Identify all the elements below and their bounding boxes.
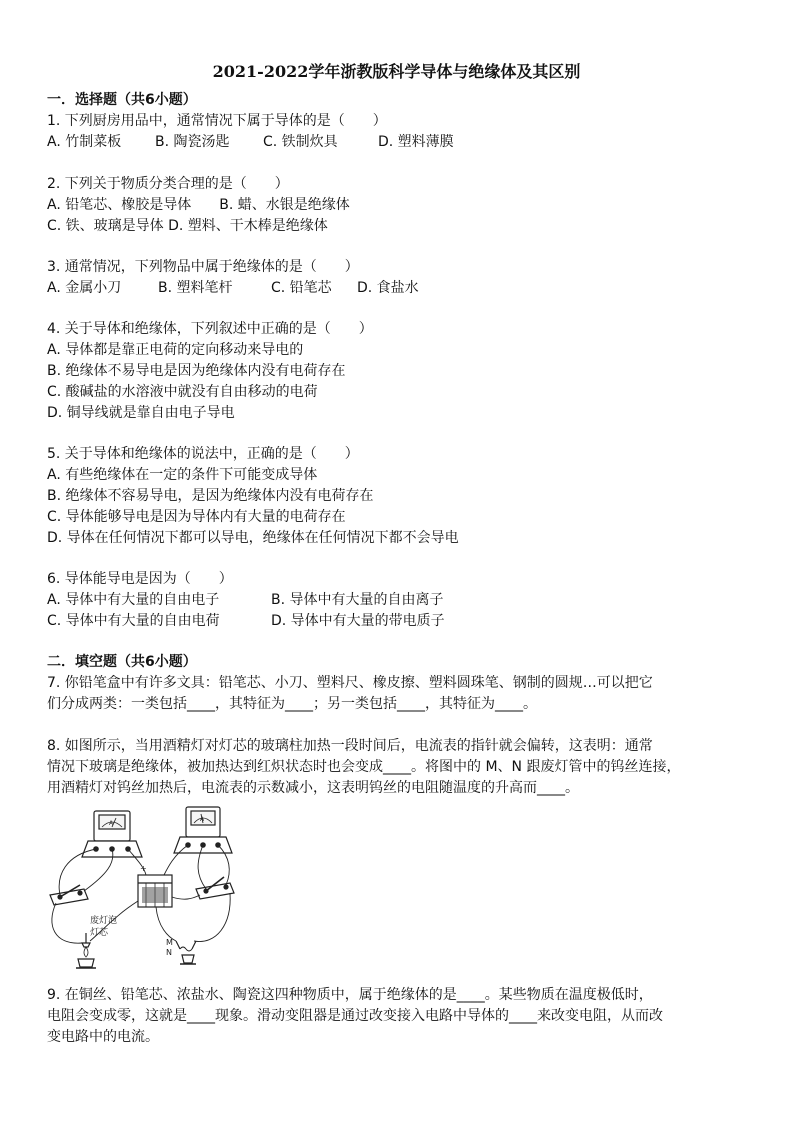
page-title: 2021-2022学年浙教版科学导体与绝缘体及其区别 bbox=[212, 62, 581, 81]
label-waste-bulb: 废灯泡 bbox=[90, 916, 118, 926]
question-4-option-a: A. 导体都是靠正电荷的定向移动来导电的 bbox=[47, 342, 304, 358]
question-6-options-ab bbox=[47, 591, 444, 609]
ammeter-right-symbol: A bbox=[200, 816, 205, 823]
battery bbox=[138, 864, 172, 907]
question-9-line-2: 电阻会变成零，这就是____现象。滑动变阻器是通过改变接入电路中导体的____来改变电阻，从而改 bbox=[47, 1008, 663, 1024]
question-7-line-1: 7. 你铅笔盒中有许多文具：铅笔芯、小刀、塑料尺、橡皮擦、塑料圆珠笔、钢制的圆规…可以把它 bbox=[47, 675, 653, 691]
question-5-stem: 5. 关于导体和绝缘体的说法中，正确的是（ ） bbox=[47, 446, 359, 462]
question-3-option-b: B. 塑料笔杆 bbox=[158, 280, 233, 296]
switch-right bbox=[196, 877, 234, 899]
question-8-line-2: 情况下玻璃是绝缘体，被加热达到红炽状态时也会变成____。将图中的 M、N 跟废灯管中的钨丝连接， bbox=[47, 759, 681, 775]
question-9-line-1: 9. 在铜丝、铅笔芯、浓盐水、陶瓷这四种物质中，属于绝缘体的是____。某些物质在温度极低时， bbox=[47, 987, 653, 1003]
question-1-option-d: D. 塑料薄膜 bbox=[378, 134, 454, 150]
question-9-line-3: 变电路中的电流。 bbox=[47, 1029, 159, 1045]
question-1-stem: 1. 下列厨房用品中，通常情况下属于导体的是（ ） bbox=[47, 113, 387, 129]
label-lamp-core: 灯芯 bbox=[90, 928, 109, 938]
question-2-options-ab: A. 铅笔芯、橡胶是导体 B. 蜡、水银是绝缘体 bbox=[47, 197, 350, 213]
switch-left bbox=[50, 885, 88, 905]
question-6-stem: 6. 导体能导电是因为（ ） bbox=[47, 571, 233, 587]
tungsten-filament-burner bbox=[166, 938, 196, 964]
question-3-option-c: C. 铅笔芯 bbox=[271, 280, 332, 296]
question-2-options-cd: C. 铁、玻璃是导体 D. 塑料、干木棒是绝缘体 bbox=[47, 218, 328, 234]
question-6-option-c: C. 导体中有大量的自由电荷 bbox=[47, 613, 220, 629]
question-8-line-3: 用酒精灯对钨丝加热后，电流表的示数减小，这表明钨丝的电阻随温度的升高而____。 bbox=[47, 780, 579, 796]
section-heading-choice: 一．选择题（共6小题） bbox=[47, 92, 197, 108]
battery-plus-label: + bbox=[140, 864, 147, 873]
question-3-stem: 3. 通常情况，下列物品中属于绝缘体的是（ ） bbox=[47, 259, 359, 275]
question-1-option-c: C. 铁制炊具 bbox=[263, 134, 338, 150]
section-heading-fill: 二．填空题（共6小题） bbox=[47, 654, 197, 670]
question-5-option-c: C. 导体能够导电是因为导体内有大量的电荷存在 bbox=[47, 509, 346, 525]
question-4-option-c: C. 酸碱盐的水溶液中就没有自由移动的电荷 bbox=[47, 384, 318, 400]
question-3-options bbox=[47, 279, 419, 297]
question-4-option-d: D. 铜导线就是靠自由电子导电 bbox=[47, 405, 235, 421]
question-1-option-b: B. 陶瓷汤匙 bbox=[155, 134, 230, 150]
question-6-options-cd bbox=[47, 612, 445, 630]
question-3-option-a: A. 金属小刀 bbox=[47, 280, 122, 296]
question-3-option-d: D. 食盐水 bbox=[357, 280, 419, 296]
question-5-option-b: B. 绝缘体不容易导电，是因为绝缘体内没有电荷存在 bbox=[47, 488, 374, 504]
label-n: N bbox=[166, 948, 172, 957]
question-6-option-a: A. 导体中有大量的自由电子 bbox=[47, 592, 220, 608]
circuit-diagram bbox=[46, 805, 236, 973]
question-2-stem: 2. 下列关于物质分类合理的是（ ） bbox=[47, 176, 289, 192]
question-6-option-b: B. 导体中有大量的自由离子 bbox=[271, 592, 444, 608]
ammeter-left-symbol: A bbox=[109, 820, 114, 827]
label-m: M bbox=[166, 938, 173, 947]
question-4-stem: 4. 关于导体和绝缘体，下列叙述中正确的是（ ） bbox=[47, 321, 373, 337]
question-5-option-a: A. 有些绝缘体在一定的条件下可能变成导体 bbox=[47, 467, 318, 483]
question-7-line-2: 们分成两类：一类包括____，其特征为____；另一类包括____，其特征为____。 bbox=[47, 696, 537, 712]
question-1-option-a: A. 竹制菜板 bbox=[47, 134, 122, 150]
question-8-line-1: 8. 如图所示，当用酒精灯对灯芯的玻璃柱加热一段时间后，电流表的指针就会偏转，这表明：通常 bbox=[47, 738, 653, 754]
question-1-options bbox=[47, 133, 454, 151]
question-6-option-d: D. 导体中有大量的带电质子 bbox=[271, 613, 445, 629]
question-5-option-d: D. 导体在任何情况下都可以导电，绝缘体在任何情况下都不会导电 bbox=[47, 530, 459, 546]
question-4-option-b: B. 绝缘体不易导电是因为绝缘体内没有电荷存在 bbox=[47, 363, 346, 379]
